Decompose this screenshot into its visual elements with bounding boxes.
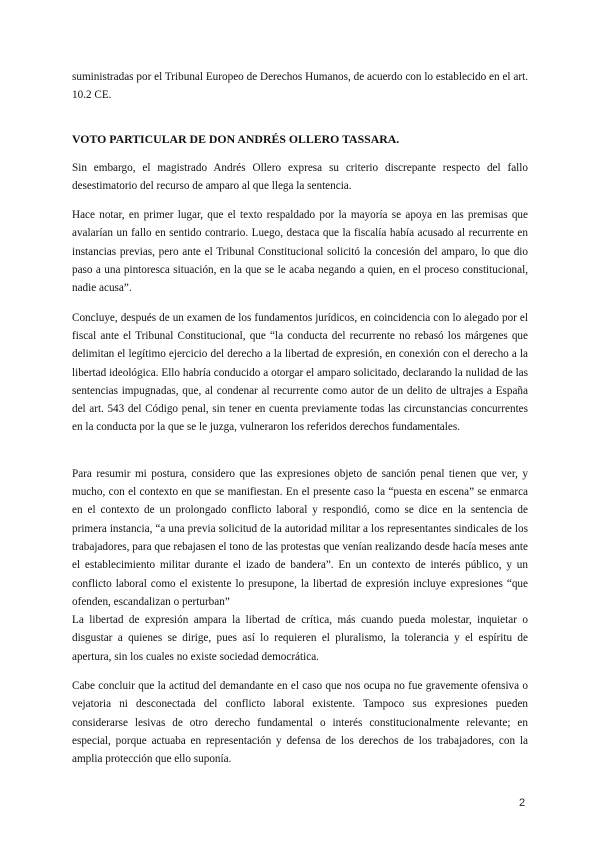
section-heading: VOTO PARTICULAR DE DON ANDRÉS OLLERO TASSARA. — [72, 131, 400, 146]
paragraph-5: La libertad de expresión ampara la libertad de crítica, más cuando pueda molestar, inquietar o disgustar a quienes se dirige, pues así lo requieren el pluralismo, la tolerancia y el espíritu de apertura, sin los cuales no existe sociedad democrática. — [72, 614, 528, 663]
paragraph-4: Para resumir mi postura, considero que las expresiones objeto de sanción penal tienen que ver, y mucho, con el contexto en que se manifiestan. En el presente caso la “puesta en escena” se enmarca en el contexto de un prolongado conflicto laboral y respondió, como se dice en la sentencia de primera instancia, “a una previa solicitud de la autoridad militar a los representantes sindicales de los trabajadores, para que rebajasen el tono de las protestas que venían realizando desde hacía meses ante el establecimiento militar durante el izado de bandera”. En un contexto de interés público, y un conflicto laboral como el existente lo presupone, la libertad de expresión incluye expresiones “que ofenden, escandalizan o perturban” — [72, 467, 528, 608]
paragraph-2: Hace notar, en primer lugar, que el texto respaldado por la mayoría se apoya en las premisas que avalarían un fallo en sentido contrario. Luego, destaca que la fiscalía había acusado al recurrente en instancias previas, pero ante el Tribunal Constitucional solicitó la concesión del amparo, lo que dio paso a una pintoresca situación, en la que se le acaba negando a quien, en el proceso constitucional, nadie acusa”. — [72, 209, 528, 295]
intro-fragment-paragraph: suministradas por el Tribunal Europeo de Derechos Humanos, de acuerdo con lo establecido en el art. 10.2 CE. — [72, 71, 528, 102]
document-body — [72, 68, 528, 769]
paragraph-1: Sin embargo, el magistrado Andrés Ollero expresa su criterio discrepante respecto del fallo desestimatorio del recurso de amparo al que llega la sentencia. — [72, 161, 528, 192]
paragraph-6: Cabe concluir que la actitud del demandante en el caso que nos ocupa no fue gravemente ofensiva o vejatoria ni desconectada del conflicto laboral existente. Tampoco sus expresiones pueden considerarse lesivas de otro derecho fundamental o interés constitucionalmente relevante; en especial, porque actuaba en representación y defensa de los derechos de los trabajadores, con la amplia protección que ello suponía. — [72, 680, 528, 766]
paragraph-3: Concluye, después de un examen de los fundamentos jurídicos, en coincidencia con lo alegado por el fiscal ante el Tribunal Constitucional, que “la conducta del recurrente no rebasó los márgenes que delimitan el legítimo ejercicio del derecho a la libertad de expresión, en conexión con el derecho a la libertad ideológica. Ello habría conducido a otorgar el amparo solicitado, declarando la nulidad de las sentencias impugnadas, que, al condenar al recurrente como autor de un delito de ultrajes a España del art. 543 del Código penal, sin tener en cuenta previamente todas las circunstancias concurrentes en la conducta por la que se le juzga, vulneraron los referidos derechos fundamentales. — [72, 311, 528, 434]
page-number: 2 — [519, 797, 526, 809]
